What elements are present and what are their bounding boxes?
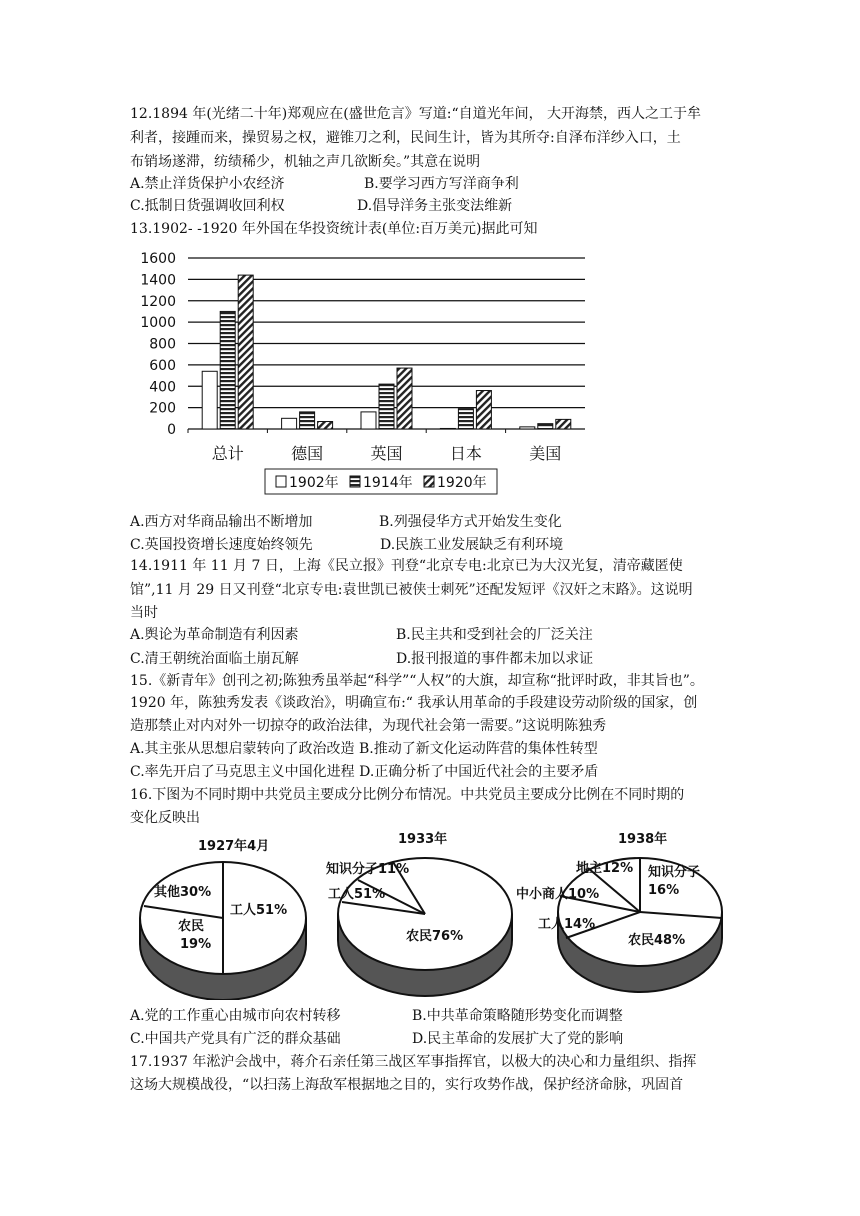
pie-1938-label-landlord: 地主12% <box>576 861 634 876</box>
bar <box>318 422 333 429</box>
q14-option-a: A.舆论为革命制造有利因素 <box>130 627 299 643</box>
pie-1933-label-worker: 工人51% <box>328 887 386 902</box>
bar <box>520 427 535 429</box>
pie-1938-title: 1938年 <box>618 832 668 847</box>
legend-swatch <box>350 476 360 487</box>
bar <box>300 412 315 429</box>
q13-option-d: D.民族工业发展缺乏有利环境 <box>380 537 564 553</box>
pie-1927-label-peasant-pct: 19% <box>180 937 212 952</box>
q12-stem-line2: 利者，接踵而来，操贸易之权，避锥刀之利，民间生计，皆为其所夺:自泽布洋纱入口，土 <box>130 130 681 146</box>
legend-swatch <box>276 476 286 487</box>
q17-stem-line1: 17.1937 年淞沪会战中，蒋介石亲任第三战区军事指挥官，以极大的决心和力量组织、指挥 <box>130 1054 697 1070</box>
pie-1938-label-intel-pct: 16% <box>648 883 680 898</box>
q12-option-c: C.抵制日货强调收回利权 <box>130 198 285 214</box>
bar <box>397 368 412 429</box>
y-tick-label: 800 <box>149 336 176 353</box>
x-tick-label: 美国 <box>529 444 562 463</box>
q17-stem-line2: 这场大规模战役，“以扫荡上海敌军根据地之目的，实行攻势作战，保护经济命脉，巩固首 <box>130 1077 684 1093</box>
q14-option-c: C.清王朝统治面临土崩瓦解 <box>130 651 299 667</box>
q16-option-a: A.党的工作重心由城市向农村转移 <box>130 1008 341 1024</box>
legend-label: 1902年 <box>289 475 339 491</box>
y-tick-label: 1600 <box>140 251 176 267</box>
pie-1927-title: 1927年4月 <box>198 839 270 854</box>
pie-1938-label-worker: 工人14% <box>538 917 596 932</box>
y-tick-label: 400 <box>149 379 176 396</box>
bar <box>379 384 394 429</box>
x-tick-label: 德国 <box>291 444 324 463</box>
y-tick-label: 1200 <box>140 293 176 310</box>
q13-option-b: B.列强侵华方式开始发生变化 <box>379 514 562 530</box>
pie-1933-label-intel: 知识分子11% <box>326 862 410 877</box>
bar <box>361 412 376 429</box>
q14-stem-line1: 14.1911 年 11 月 7 日，上海《民立报》刊登“北京专电:北京已为大汉光复，清帝藏匿使 <box>130 558 683 574</box>
q14-stem-line3: 当时 <box>130 605 158 621</box>
q13-option-a: A.西方对华商品输出不断增加 <box>130 514 313 530</box>
pie-1933 <box>338 858 512 996</box>
bar <box>238 275 253 429</box>
q13-stem-line1: 13.1902- -1920 年外国在华投资统计表(单位:百万美元)据此可知 <box>130 221 538 237</box>
q12-option-b: B.要学习西方写洋商争利 <box>364 176 519 192</box>
q16-stem-line1: 16.下图为不同时期中共党员主要成分比例分布情况。中共党员主要成分比例在不同时期的 <box>130 787 685 803</box>
bar <box>282 418 297 429</box>
x-tick-label: 总计 <box>211 444 244 463</box>
y-tick-label: 200 <box>149 400 176 417</box>
q14-option-d: D.报刊报道的事件都未加以求证 <box>396 651 594 667</box>
pie-1938-label-merchant: 中小商人10% <box>516 887 600 902</box>
q15-stem-line3: 造那禁止对内对外一切掠夺的政治法律，为现代社会第一需要。”这说明陈独秀 <box>130 718 607 734</box>
legend-swatch <box>424 476 434 487</box>
q14-stem-line2: 馆”,11 月 29 日又刊登“北京专电:袁世凯已被侠士刺死”还配发短评《汉奸之末路》。这说明 <box>130 582 693 598</box>
q12-stem-line3: 布销场遂滞，纺绩稀少，机轴之声几欲断矣。”其意在说明 <box>130 154 481 170</box>
bar <box>220 311 235 429</box>
q15-stem-line2: 1920 年，陈独秀发表《谈政治》，明确宣布:“ 我承认用革命的手段建设劳动阶级的国家，创 <box>130 695 698 711</box>
bar <box>476 391 491 429</box>
bar <box>202 371 217 429</box>
q16-option-c: C.中国共产党具有广泛的群众基础 <box>130 1031 341 1047</box>
x-tick-label: 英国 <box>370 444 403 463</box>
q12-stem-line1: 12.1894 年(光绪二十年)郑观应在(盛世危言》写道:“自道光年间， 大开海禁，西人之工于牟 <box>130 106 702 122</box>
y-tick-label: 0 <box>167 422 176 438</box>
pie-1938-label-intel: 知识分子 <box>648 865 701 880</box>
pie-1927-label-worker: 工人51% <box>230 903 288 918</box>
q15-stem-line1: 15.《新青年》创刊之初;陈独秀虽举起“科学”“人权”的大旗，却宣称“批评时政，非其旨也”。 <box>130 673 704 689</box>
q16-option-d: D.民主革命的发展扩大了党的影响 <box>412 1031 624 1047</box>
bar <box>458 409 473 429</box>
legend-label: 1914年 <box>363 475 413 491</box>
x-tick-label: 日本 <box>449 444 482 463</box>
pie-1927 <box>140 862 306 1000</box>
bar <box>556 419 571 429</box>
q16-option-b: B.中共革命策略随形势变化而调整 <box>412 1008 623 1024</box>
pie-1933-title: 1933年 <box>398 832 448 847</box>
bar <box>440 428 455 429</box>
q16-stem-line2: 变化反映出 <box>130 810 200 826</box>
pie-1927-label-other: 其他30% <box>154 885 212 900</box>
legend-label: 1920年 <box>437 475 487 491</box>
pie-1933-label-peasant: 农民76% <box>406 929 464 944</box>
investment-bar-chart <box>130 240 600 502</box>
party-member-pie-charts <box>130 826 730 1000</box>
q15-option-ab: A.其主张从思想启蒙转向了政治改造 B.推动了新文化运动阵营的集体性转型 <box>130 741 598 757</box>
q12-option-d: D.倡导洋务主张变法维新 <box>357 198 513 214</box>
q14-option-b: B.民主共和受到社会的厂泛关注 <box>396 627 593 643</box>
pie-1927-label-peasant: 农民 <box>178 919 205 934</box>
bar <box>538 424 553 429</box>
y-tick-label: 1000 <box>140 315 176 332</box>
y-tick-label: 600 <box>149 357 176 374</box>
q15-option-cd: C.率先开启了马克思主义中国化进程 D.正确分析了中国近代社会的主要矛盾 <box>130 764 599 780</box>
q12-option-a: A.禁止洋货保护小农经济 <box>130 176 285 192</box>
pie-1938-label-peasant: 农民48% <box>628 933 686 948</box>
q13-option-c: C.英国投资增长速度始终领先 <box>130 537 313 553</box>
y-tick-label: 1400 <box>140 272 176 289</box>
